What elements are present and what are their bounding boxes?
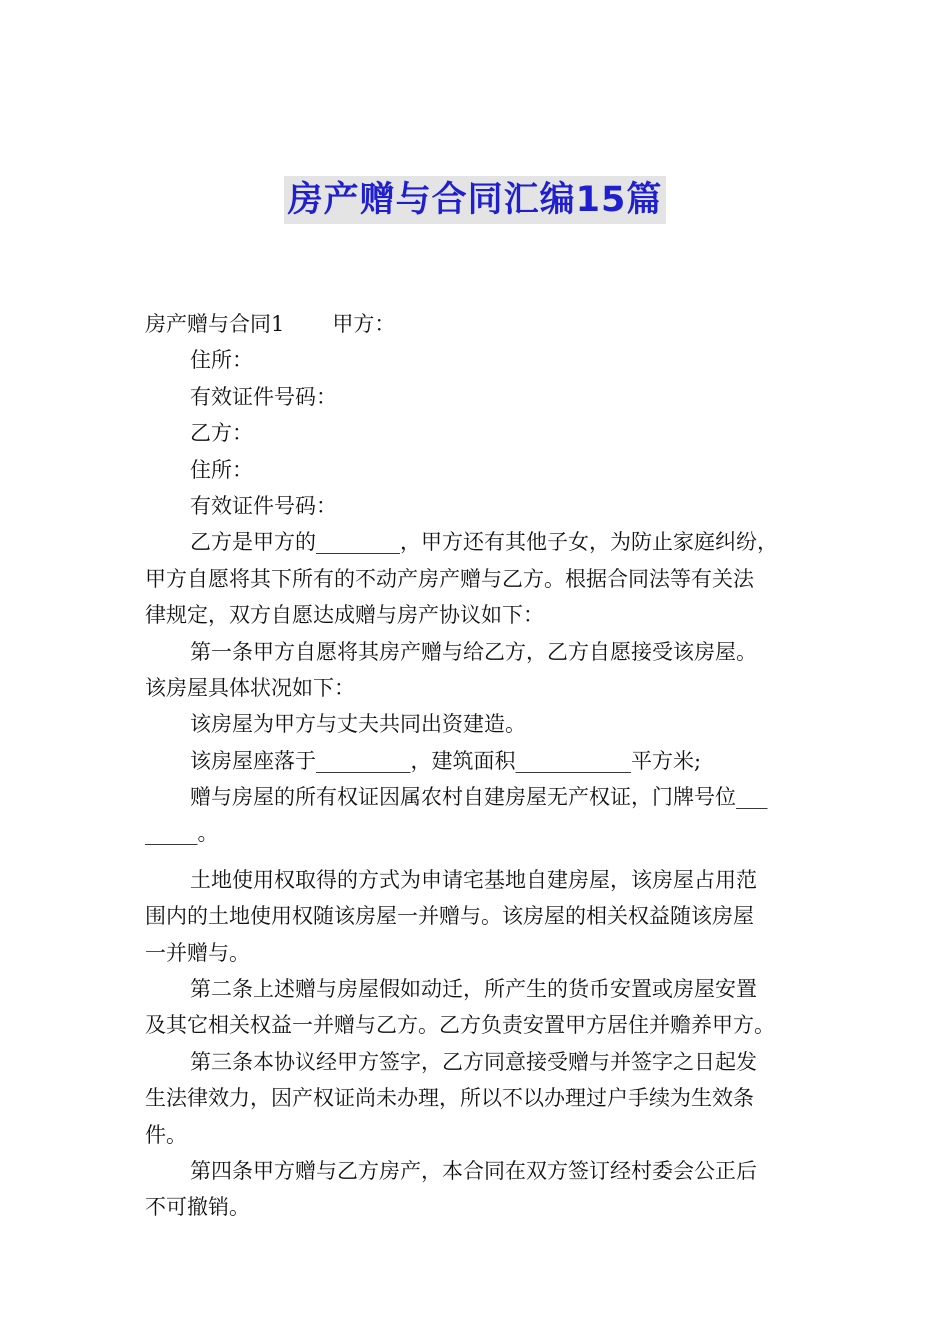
paragraph-line: 律规定，双方自愿达成赠与房产协议如下：	[145, 603, 544, 628]
party-b-address: 住所：	[190, 457, 253, 482]
party-a-label: 甲方：	[332, 312, 396, 336]
paragraph-line: 及其它相关权益一并赠与乙方。乙方负责安置甲方居住并赡养甲方。	[145, 1013, 775, 1038]
paragraph-line: 土地使用权取得的方式为申请宅基地自建房屋，该房屋占用范	[190, 867, 757, 892]
paragraph-line: 该房屋具体状况如下：	[145, 675, 355, 700]
paragraph-line: 该房屋座落于_________，建筑面积___________平方米;	[190, 748, 702, 773]
article-4-line: 第四条甲方赠与乙方房产，本合同在双方签订经村委会公正后	[190, 1158, 757, 1183]
document-body	[145, 306, 810, 1226]
paragraph-line: 不可撤销。	[145, 1195, 250, 1220]
paragraph-line: 乙方是甲方的________，甲方还有其他子女，为防止家庭纠纷，	[190, 530, 778, 555]
paragraph-line: 赠与房屋的所有权证因属农村自建房屋无产权证，门牌号位___	[190, 785, 768, 810]
party-a-id-number: 有效证件号码：	[190, 384, 337, 409]
paragraph-line: 甲方自愿将其下所有的不动产房产赠与乙方。根据合同法等有关法	[145, 566, 754, 591]
paragraph-line: _____。	[145, 821, 219, 846]
article-3-line: 第三条本协议经甲方签字，乙方同意接受赠与并签字之日起发	[190, 1049, 757, 1074]
party-b-id-number: 有效证件号码：	[190, 493, 337, 518]
paragraph-line: 生法律效力，因产权证尚未办理，所以不以办理过户手续为生效条	[145, 1086, 754, 1111]
party-b-label: 乙方：	[190, 421, 253, 446]
paragraph-line: 该房屋为甲方与丈夫共同出资建造。	[190, 712, 526, 737]
title-container	[0, 176, 950, 224]
party-a-address: 住所：	[190, 348, 253, 373]
contract-heading-line	[145, 306, 810, 342]
paragraph-line: 围内的土地使用权随该房屋一并赠与。该房屋的相关权益随该房屋	[145, 904, 754, 929]
paragraph-line: 一并赠与。	[145, 940, 250, 965]
paragraph-line: 件。	[145, 1122, 187, 1147]
document-title: 房产赠与合同汇编15篇	[284, 176, 667, 224]
contract-number-label: 房产赠与合同1	[145, 312, 285, 336]
article-1-line: 第一条甲方自愿将其房产赠与给乙方，乙方自愿接受该房屋。	[190, 639, 757, 664]
article-2-line: 第二条上述赠与房屋假如动迁，所产生的货币安置或房屋安置	[190, 977, 757, 1002]
